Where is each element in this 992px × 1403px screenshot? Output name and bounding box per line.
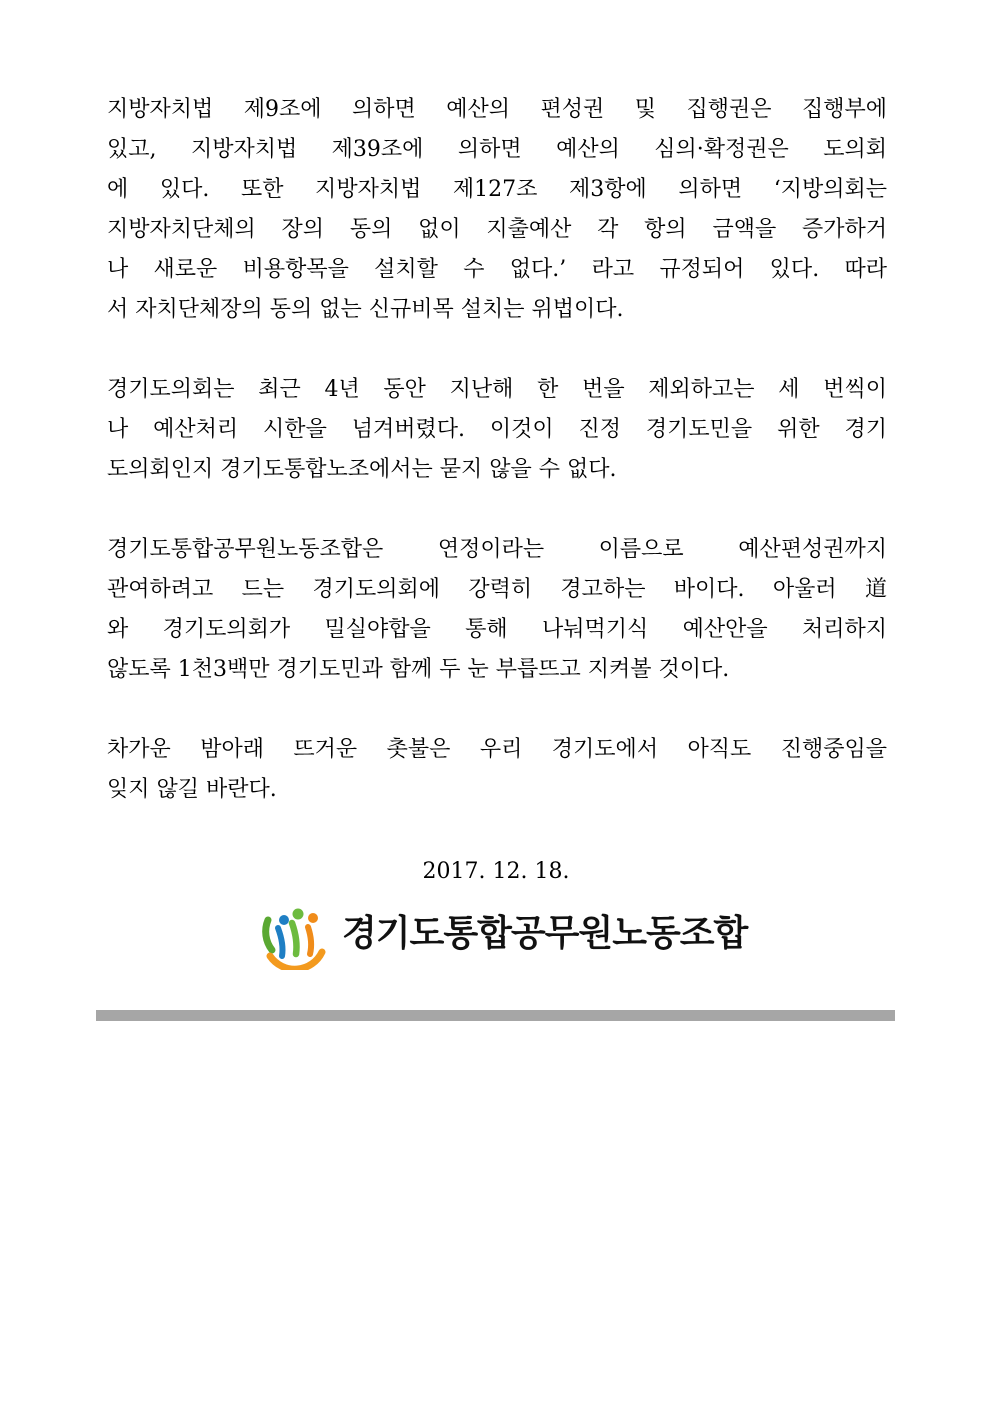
- text-line: 관여하려고 드는 경기도의회에 강력히 경고하는 바이다. 아울러 道: [107, 577, 887, 602]
- text-line: 지방자치법 제9조에 의하면 예산의 편성권 및 집행권은 집행부에: [107, 97, 887, 122]
- text-line: 경기도의회는 최근 4년 동안 지난해 한 번을 제외하고는 세 번씩이: [107, 377, 887, 402]
- text-line: 지방자치단체의 장의 동의 없이 지출예산 각 항의 금액을 증가하거: [107, 217, 887, 242]
- text-line: 않도록 1천3백만 경기도민과 함께 두 눈 부릅뜨고 지켜볼 것이다.: [107, 657, 730, 682]
- organization-name: 경기도통합공무원노동조합: [342, 913, 748, 954]
- footer-divider: [96, 1010, 895, 1021]
- text-line: 차가운 밤아래 뜨거운 촛불은 우리 경기도에서 아직도 진행중임을: [107, 737, 887, 762]
- text-line: 서 자치단체장의 동의 없는 신규비목 설치는 위법이다.: [107, 297, 624, 322]
- text-line: 잊지 않길 바란다.: [107, 777, 277, 802]
- text-line: 나 새로운 비용항목을 설치할 수 없다.’ 라고 규정되어 있다. 따라: [107, 257, 887, 282]
- text-line: 와 경기도의회가 밀실야합을 통해 나눠먹기식 예산안을 처리하지: [107, 617, 887, 642]
- text-line: 있고, 지방자치법 제39조에 의하면 예산의 심의·확정권은 도의회: [107, 137, 887, 162]
- text-line: 나 예산처리 시한을 넘겨버렸다. 이것이 진정 경기도민을 위한 경기: [107, 417, 887, 442]
- text-line: 에 있다. 또한 지방자치법 제127조 제3항에 의하면 ‘지방의회는: [107, 177, 887, 202]
- organization-signature: [258, 898, 748, 970]
- paragraph-budget-deadline: [107, 370, 887, 490]
- text-line: 도의회인지 경기도통합노조에서는 묻지 않을 수 없다.: [107, 457, 617, 482]
- statement-body: [107, 90, 887, 850]
- text-line: 경기도통합공무원노동조합은 연정이라는 이름으로 예산편성권까지: [107, 537, 887, 562]
- paragraph-legal-basis: [107, 90, 887, 330]
- paragraph-warning: [107, 530, 887, 690]
- paragraph-closing: [107, 730, 887, 810]
- statement-date: 2017. 12. 18.: [422, 859, 570, 884]
- union-people-logo-icon: [258, 898, 334, 970]
